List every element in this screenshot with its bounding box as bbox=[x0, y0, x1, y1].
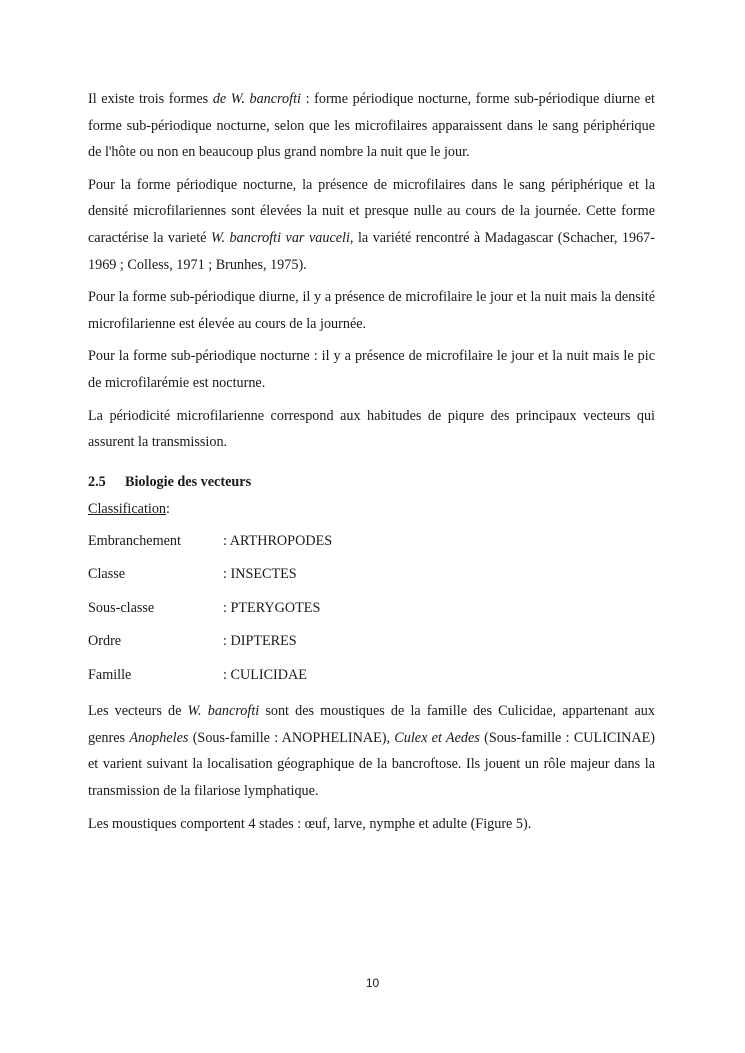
classification-label bbox=[88, 499, 655, 519]
classification-value: : DIPTERES bbox=[223, 633, 297, 650]
classification-key: Ordre bbox=[88, 633, 122, 650]
page-number: 10 bbox=[365, 976, 380, 990]
paragraph-periodicity: La périodicité microfilarienne correspond aux habitudes de piqure des principaux vecteurs qui assurent la transmission. bbox=[88, 407, 655, 451]
classification-value: : CULICIDAE bbox=[223, 666, 307, 683]
genus-names: , Culex et Aedes bbox=[386, 729, 480, 746]
classification-key: Famille bbox=[88, 666, 132, 683]
classification-label-text: Classification bbox=[88, 500, 167, 517]
classification-row bbox=[88, 531, 655, 551]
classification-row bbox=[88, 598, 655, 618]
section-number: 2.5 bbox=[88, 473, 106, 490]
section-title: Biologie des vecteurs bbox=[125, 473, 252, 490]
species-name: W. bancrofti bbox=[187, 703, 260, 720]
text-run: (Sous-famille : CULICINAE) et varient suivant la localisation géographique de la bancroftose. Ils jouent un rôle majeur dans la transmission de la filariose lymphatique. bbox=[88, 729, 655, 799]
classification-key: Classe bbox=[88, 566, 126, 583]
classification-key: Sous-classe bbox=[88, 599, 155, 616]
classification-key: Embranchement bbox=[88, 532, 181, 549]
text-run: (Sous-famille : ANOPHELINAE) bbox=[188, 729, 387, 746]
text-run: : forme périodique nocturne, forme sub-périodique diurne et forme sub-périodique nocturne, selon que les microfilaires apparaissent dans le sang périphérique de l'hôte ou non en beaucoup plus grand nombre la nuit que le jour. bbox=[88, 91, 655, 161]
classification-row bbox=[88, 665, 655, 685]
classification-colon: : bbox=[166, 500, 170, 517]
paragraph-diurnal-subperiodic: Pour la forme sub-périodique diurne, il y a présence de microfilaire le jour et la nuit mais la densité microfilarienne est élevée au cours de la journée. bbox=[88, 289, 655, 332]
paragraph-nocturnal-subperiodic: Pour la forme sub-périodique nocturne : il y a présence de microfilaire le jour et la nuit mais le pic de microfilarémie est nocturne. bbox=[88, 348, 655, 391]
classification-value: : INSECTES bbox=[223, 566, 297, 583]
classification-value: : PTERYGOTES bbox=[223, 599, 321, 616]
paragraph-forms-intro bbox=[88, 86, 655, 166]
species-name: de W. bancrofti bbox=[212, 91, 301, 107]
paragraph-vectors bbox=[88, 698, 655, 804]
text-run: la variété rencontré à Madagascar (Schacher, 1967-1969 ; Colless, 1971 ; Brunhes, 1975). bbox=[88, 229, 655, 273]
text-run: appartenant aux genres bbox=[88, 703, 655, 746]
text-run: Il existe trois formes bbox=[88, 91, 213, 107]
text-run: Pour la forme périodique nocturne, la présence de microfilaires dans le sang périphérique et la densité microfilariennes sont élevées la nuit et presque nulle au cours de la journée. Cette forme caractérise la varieté bbox=[88, 176, 655, 246]
text-run: Les vecteurs de bbox=[88, 703, 188, 720]
text-run: sont des moustiques de la famille des Culicidae bbox=[259, 703, 553, 720]
species-variety: W. bancrofti var vauceli, bbox=[210, 229, 354, 246]
genus-name: Anopheles bbox=[129, 729, 189, 746]
classification-value: : ARTHROPODES bbox=[223, 532, 333, 549]
paragraph-nocturnal-periodic bbox=[88, 172, 655, 278]
section-heading bbox=[88, 472, 655, 492]
classification-row bbox=[88, 631, 655, 651]
document-page bbox=[88, 86, 655, 843]
paragraph-mosquito-stages: Les moustiques comportent 4 stades : œuf, larve, nymphe et adulte (Figure 5). bbox=[88, 815, 532, 832]
classification-row bbox=[88, 564, 655, 584]
text-run-italic: , bbox=[552, 703, 557, 720]
